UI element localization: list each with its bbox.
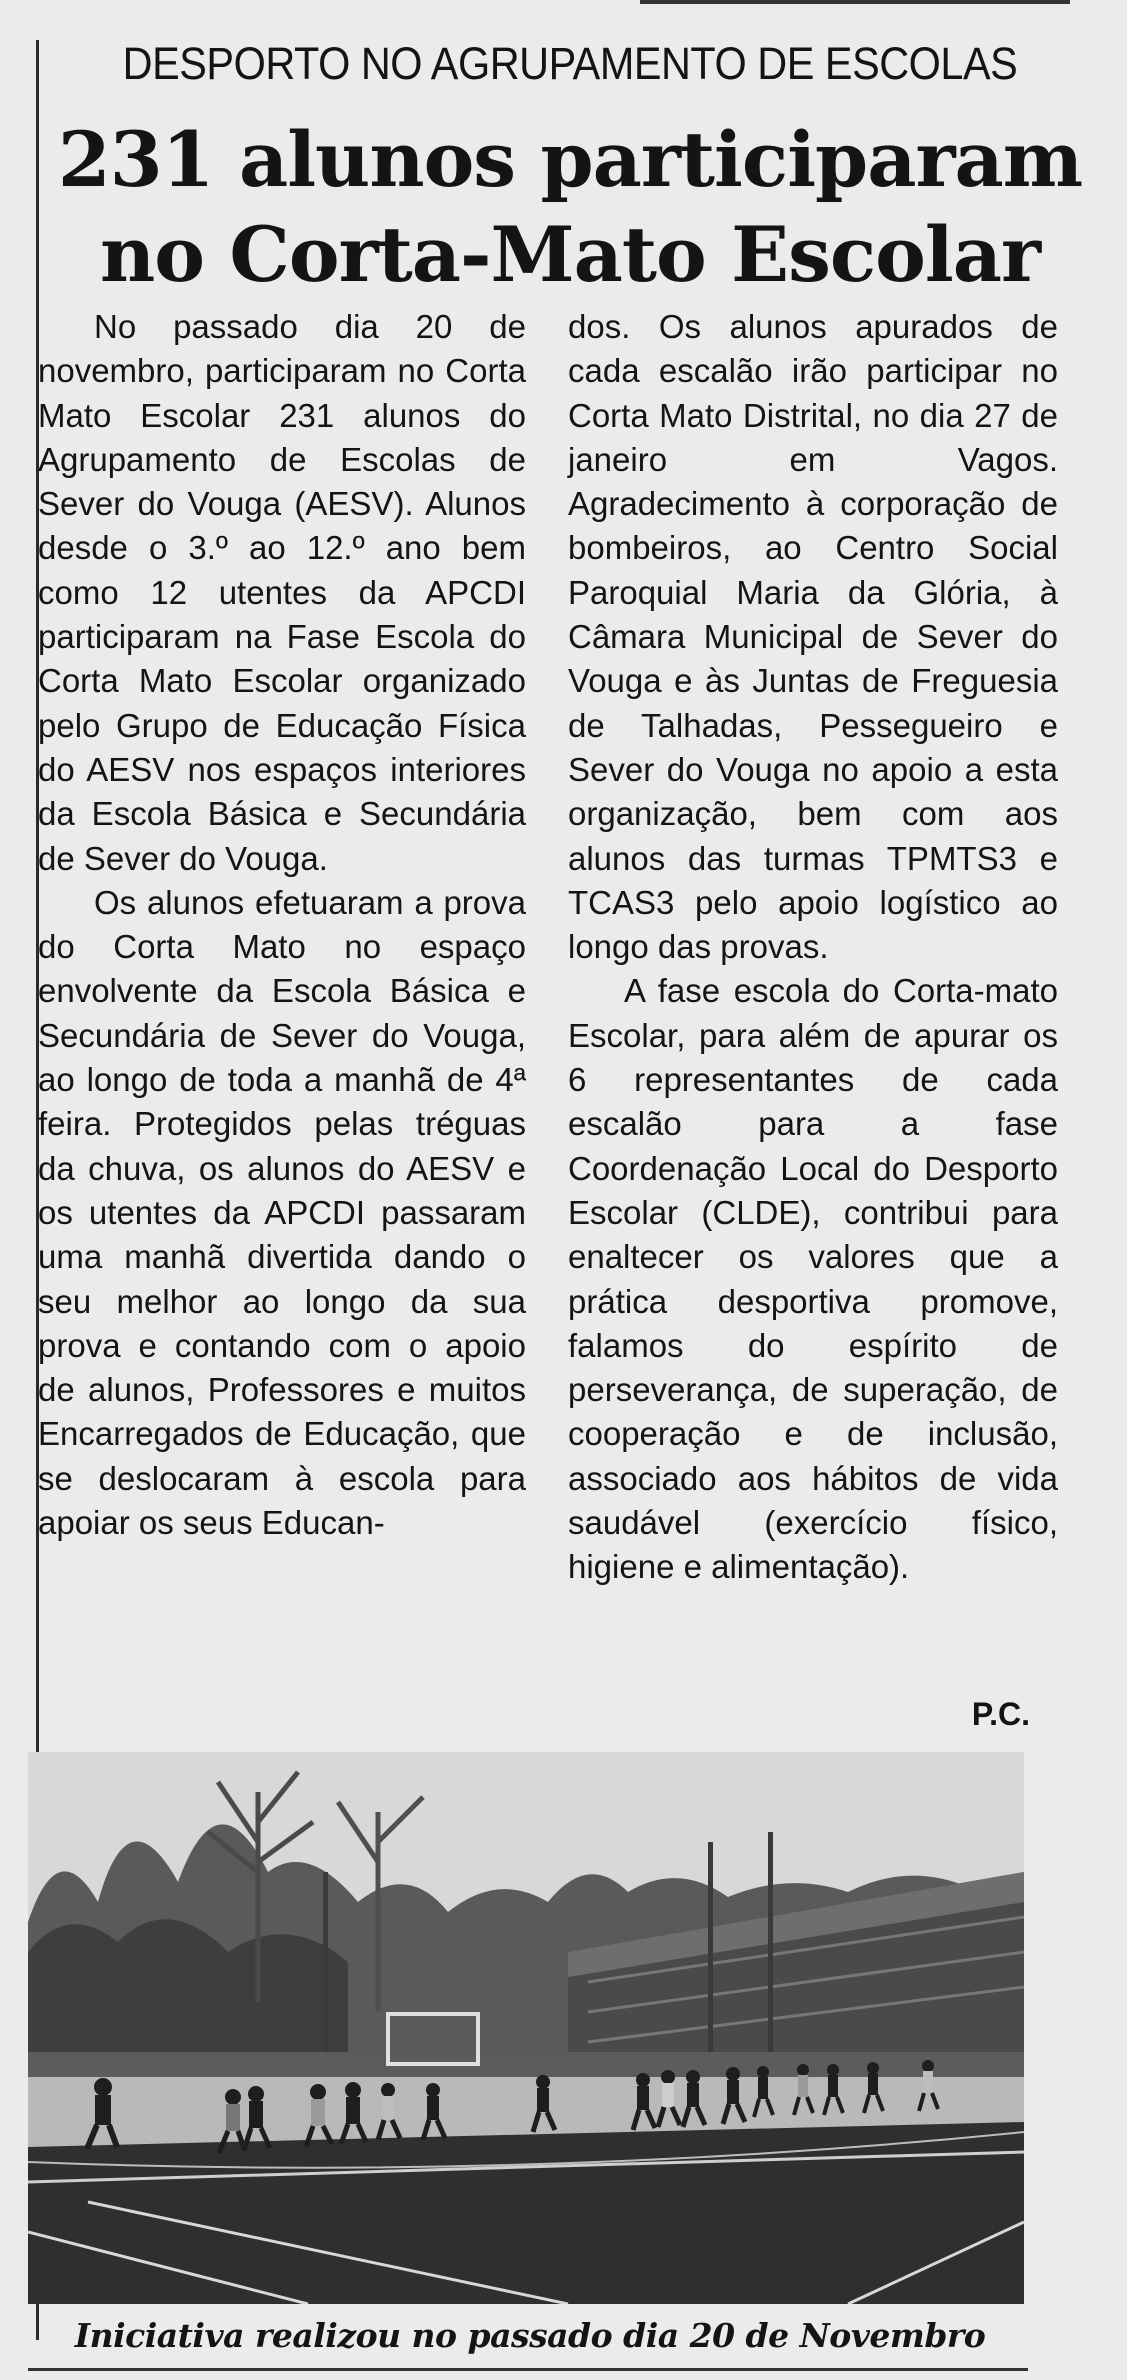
- headline-line-1: 231 alunos participaram: [57, 115, 1083, 204]
- paragraph-1: No passado dia 20 de novembro, participaram no Corta Mato Escolar 231 alunos do Agrupamento de Escolas de Sever do Vouga (AESV). Alunos desde o 3.º ao 12.º ano bem como 12 utentes da APCDI participaram na Fase Escola do Corta Mato Escolar organizado pelo Grupo de Educação Física do AESV nos espaços interiores da Escola Básica e Secundária de Sever do Vouga.: [38, 308, 526, 877]
- text-column-left: [38, 305, 526, 1545]
- author-signature: P.C.: [971, 1696, 1030, 1732]
- bottom-rule: [28, 2368, 1028, 2371]
- paragraph-2-end: dos. Os alunos apurados de cada escalão irão participar no Corta Mato Distrital, no dia 27 de janeiro em Vagos. Agradecimento à corporação de bombeiros, ao Centro Social Paroquial Maria da Glória, à Câmara Municipal de Sever do Vouga e às Juntas de Freguesia de Talhadas, Pessegueiro e Sever do Vouga no apoio a esta organização, bem com aos alunos das turmas TPMTS3 e TCAS3 pelo apoio logístico ao longo das provas.: [568, 308, 1058, 966]
- section-kicker: DESPORTO NO AGRUPAMENTO DE ESCOLAS: [122, 38, 1018, 89]
- race-photo-illustration: [28, 1752, 1024, 2304]
- top-rule: [640, 0, 1070, 4]
- race-photo: [28, 1752, 1024, 2304]
- paragraph-3: A fase escola do Corta-mato Escolar, para além de apurar os 6 representantes de cada escalão para a fase Coordenação Local do Desporto Escolar (CLDE), contribui para enaltecer os valores que a prática desportiva promove, falamos do espírito de perseverança, de superação, de cooperação e de inclusão, associado aos hábitos de vida saudável (exercício físico, higiene e alimentação).: [568, 972, 1058, 1586]
- paragraph-2-start: Os alunos efetuaram a prova do Corta Mato no espaço envolvente da Escola Básica e Secundária de Sever do Vouga, ao longo de toda a manhã de 4ª feira. Protegidos pelas tréguas da chuva, os alunos do AESV e os utentes da APCDI passaram uma manhã divertida dando o seu melhor ao longo da sua prova e contando com o apoio de alunos, Professores e muitos Encarregados de Educação, que se deslocaram à escola para apoiar os seus Educan-: [38, 883, 526, 1542]
- headline-line-2: no Corta-Mato Escolar: [100, 210, 1040, 299]
- headline: [50, 112, 1090, 302]
- text-column-right: [568, 305, 1058, 1590]
- photo-caption: Iniciativa realizou no passado dia 20 de Novembro: [74, 2316, 986, 2355]
